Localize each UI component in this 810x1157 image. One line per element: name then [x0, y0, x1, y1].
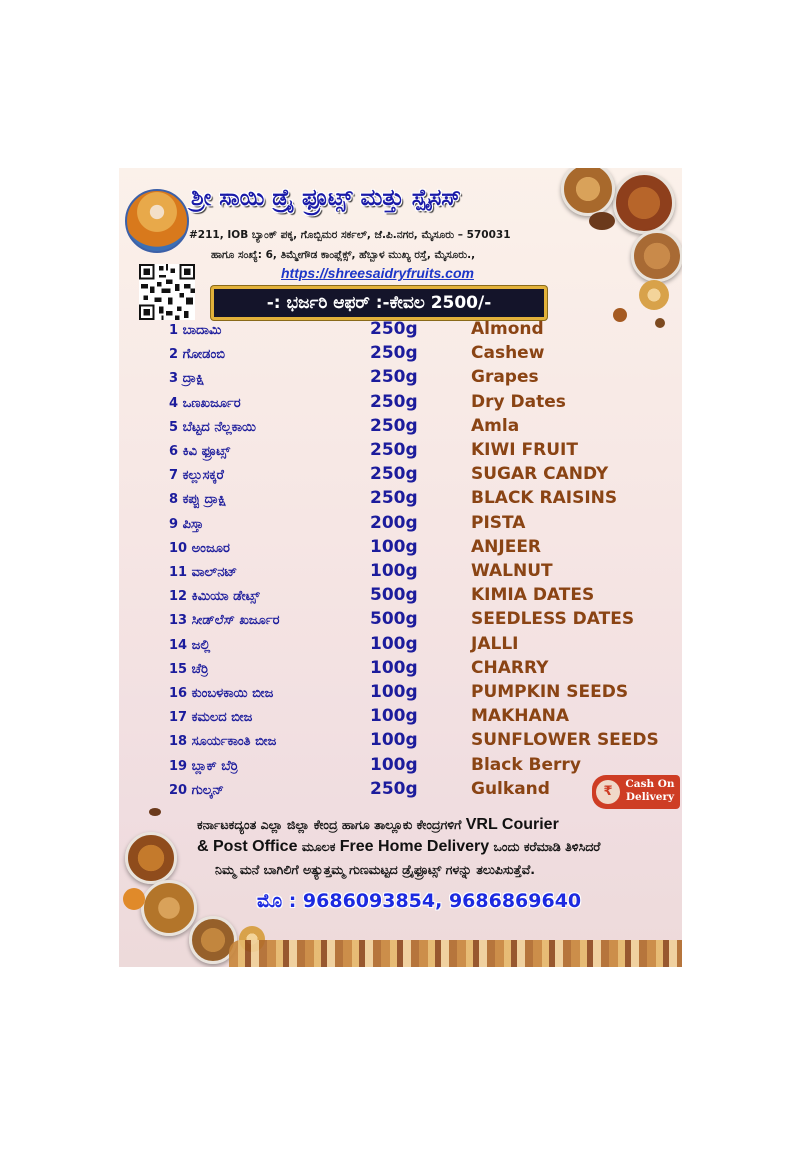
product-row	[119, 367, 682, 391]
product-quantity: 200g	[370, 512, 418, 533]
product-quantity: 250g	[370, 367, 418, 388]
product-quantity: 100g	[370, 706, 418, 727]
product-name-kannada: 14 ಜಲ್ಲಿ	[169, 637, 211, 653]
product-name-english: SEEDLESS DATES	[471, 609, 635, 630]
product-row	[119, 513, 682, 537]
product-name-english: JALLI	[471, 633, 519, 654]
product-name-kannada: 13 ಸೀಡ್‌ಲೆಸ್ ಖರ್ಜೂರ	[169, 613, 280, 629]
product-row	[119, 561, 682, 585]
product-row	[119, 658, 682, 682]
product-name-kannada: 1 ಬಾದಾಮಿ	[169, 323, 222, 338]
product-name-kannada: 3 ದ್ರಾಕ್ಷಿ	[169, 371, 205, 387]
product-name-kannada: 8 ಕಪ್ಪು ದ್ರಾಕ್ಷಿ	[169, 492, 227, 508]
product-row	[119, 464, 682, 488]
product-name-english: Grapes	[471, 367, 539, 388]
product-name-kannada: 6 ಕಿವಿ ಫ್ರೂಟ್ಸ್	[169, 444, 231, 459]
product-name-english: CHARRY	[471, 657, 549, 678]
product-name-english: MAKHANA	[471, 706, 570, 727]
flyer	[119, 168, 682, 967]
saint-portrait-logo	[125, 189, 189, 253]
shop-title: ಶ್ರೀ ಸಾಯಿ ಡ್ರೈ ಫ್ರೂಟ್ಸ್ ಮತ್ತು ಸ್ಪೈಸಸ್	[191, 185, 461, 211]
product-row	[119, 343, 682, 367]
product-quantity: 250g	[370, 343, 418, 364]
product-name-kannada: 7 ಕಲ್ಲುಸಕ್ಕರೆ	[169, 468, 224, 484]
product-row	[119, 755, 682, 779]
product-name-kannada: 16 ಕುಂಬಳಕಾಯಿ ಬೀಜ	[169, 686, 274, 701]
product-name-english: WALNUT	[471, 561, 553, 581]
product-name-kannada: 11 ವಾಲ್‌ನಟ್	[169, 565, 238, 580]
product-name-english: BLACK RAISINS	[471, 488, 618, 509]
phone-numbers[interactable]: ಮೊ : 9686093854, 9686869640	[257, 890, 582, 912]
delivery-line-1: ಕರ್ನಾಟಕದ್ಯಂತ ಎಲ್ಲಾ ಜಿಲ್ಲಾ ಕೇಂದ್ರ ಹಾಗೂ ತಾಲ್ಲೂಕು ಕೇಂದ್ರಗಳಿಗೆ VRL Courier	[197, 816, 559, 833]
product-name-english: KIMIA DATES	[471, 585, 595, 606]
cash-on-delivery-badge	[592, 775, 680, 809]
product-name-english: PISTA	[471, 512, 526, 533]
product-quantity: 100g	[370, 657, 418, 678]
product-quantity: 100g	[370, 730, 418, 751]
product-row	[119, 706, 682, 730]
product-quantity: 250g	[370, 488, 418, 509]
product-name-kannada: 20 ಗುಲ್ಕನ್	[169, 782, 224, 798]
offer-banner: -: ಭರ್ಜರಿ ಆಫರ್ :-ಕೇವಲ 2500/-	[211, 286, 547, 320]
product-name-kannada: 4 ಒಣಖರ್ಜೂರ	[169, 395, 241, 411]
qr-code-icon[interactable]	[139, 264, 195, 320]
product-name-kannada: 19 ಬ್ಲಾಕ್ ಬೆರ್ರಿ	[169, 758, 239, 774]
product-name-kannada: 15 ಚೆರ್ರಿ	[169, 661, 209, 677]
product-name-english: KIWI FRUIT	[471, 440, 578, 460]
hand-coin-icon: ₹	[596, 780, 620, 804]
product-quantity: 250g	[370, 319, 418, 339]
product-name-english: Cashew	[471, 343, 545, 364]
product-quantity: 250g	[370, 440, 418, 460]
product-name-english: SUGAR CANDY	[471, 464, 609, 485]
delivery-line-2: & Post Office ಮೂಲಕ Free Home Delivery ಒಂದು ಕರೆಮಾಡಿ ತಿಳಿಸಿದರೆ	[197, 838, 601, 855]
product-name-english: PUMPKIN SEEDS	[471, 682, 629, 702]
product-quantity: 500g	[370, 609, 418, 630]
product-row	[119, 730, 682, 754]
product-name-kannada: 17 ಕಮಲದ ಬೀಜ	[169, 710, 253, 726]
product-name-english: ANJEER	[471, 536, 542, 557]
address-line-2: ಹಾಗೂ ಸಂಖ್ಯೆ: 6, ತಿಮ್ಮೇಗೌಡ ಕಾಂಪ್ಲೆಕ್ಸ್, ಹೆಬ್ಬಾಳ ಮುಖ್ಯ ರಸ್ತೆ, ಮೈಸೂರು.,	[211, 249, 476, 261]
cash-on-delivery-label: Cash On Delivery	[625, 778, 675, 803]
product-quantity: 250g	[370, 391, 418, 412]
product-name-kannada: 12 ಕಿಮಿಯಾ ಡೇಟ್ಸ್	[169, 589, 260, 605]
product-row	[119, 537, 682, 561]
product-name-english: Black Berry	[471, 754, 581, 775]
product-name-english: Amla	[471, 415, 520, 436]
product-quantity: 250g	[370, 415, 418, 436]
product-name-kannada: 10 ಅಂಜೂರ	[169, 540, 230, 556]
product-quantity: 250g	[370, 464, 418, 485]
product-row	[119, 319, 682, 343]
product-row	[119, 634, 682, 658]
product-quantity: 100g	[370, 561, 418, 581]
product-name-english: SUNFLOWER SEEDS	[471, 730, 659, 751]
product-name-kannada: 5 ಬೆಟ್ಟದ ನೆಲ್ಲಕಾಯಿ	[169, 419, 257, 435]
product-name-kannada: 2 ಗೋಡಂಬಿ	[169, 347, 225, 363]
product-name-kannada: 18 ಸೂರ್ಯಕಾಂತಿ ಬೀಜ	[169, 734, 277, 750]
product-name-english: Dry Dates	[471, 391, 566, 412]
product-row	[119, 392, 682, 416]
product-quantity: 100g	[370, 754, 418, 775]
product-name-english: Almond	[471, 319, 544, 339]
product-quantity: 100g	[370, 682, 418, 702]
product-quantity: 250g	[370, 778, 418, 799]
product-name-english: Gulkand	[471, 778, 550, 799]
product-row	[119, 488, 682, 512]
product-row	[119, 682, 682, 706]
product-row	[119, 609, 682, 633]
address-line-1: #211, IOB ಬ್ಯಾಂಕ್ ಪಕ್ಕ, ಗೊಬ್ಬಿಮರ ಸರ್ಕಲ್, ಜೆ.ಪಿ.ನಗರ, ಮೈಸೂರು – 570031	[189, 229, 511, 241]
product-row	[119, 416, 682, 440]
website-link[interactable]: https://shreesaidryfruits.com	[281, 265, 474, 281]
product-row	[119, 440, 682, 464]
product-row	[119, 585, 682, 609]
product-quantity: 500g	[370, 585, 418, 606]
product-quantity: 100g	[370, 633, 418, 654]
product-quantity: 100g	[370, 536, 418, 557]
product-name-kannada: 9 ಪಿಸ್ತಾ	[169, 516, 204, 532]
delivery-line-3: ನಿಮ್ಮ ಮನೆ ಬಾಗಿಲಿಗೆ ಅತ್ಯುತ್ತಮ್ಮ ಗುಣಮಟ್ಟದ ಡ್ರೈಫ್ರೂಟ್ಸ್ ಗಳನ್ನು ತಲುಪಿಸುತ್ತೆವೆ.	[215, 862, 535, 877]
